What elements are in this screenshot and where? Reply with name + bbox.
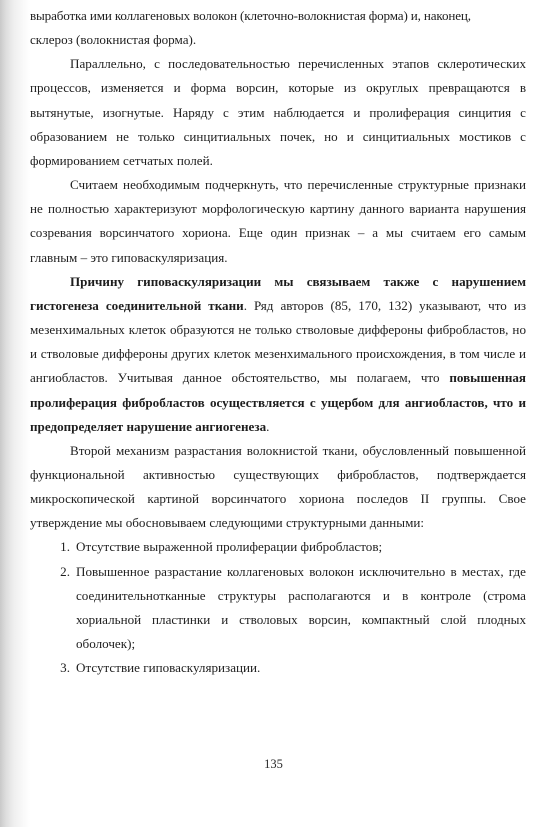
paragraph-3-text-2: .	[266, 418, 270, 434]
list-item-number: 1.	[60, 539, 70, 555]
list-item-text: Отсутствие гиповаскуляризации.	[76, 660, 261, 676]
document-page	[30, 4, 526, 680]
paragraph-2: Считаем необходимым подчеркнуть, что перечисленные структурные признаки не полностью характеризуют морфологическую картину данного варианта нарушения созревания ворсинчатого хориона. Еще один признак – а мы считаем его самым главным – это гиповаскуляризация.	[30, 177, 526, 265]
text-line-top-2: склероз (волокнистая форма).	[30, 32, 197, 48]
page-number: 135	[264, 757, 283, 771]
list-item-number: 3.	[60, 660, 70, 676]
paragraph-3	[30, 270, 526, 439]
paragraph-3-bold-2: повышенная пролиферация фибробластов осуществляется с ущербом для ангиобластов, что и предопределяет нарушение ангиогенеза	[30, 370, 526, 434]
list-item-number: 2.	[60, 563, 70, 579]
paragraph-3-text-1: . Ряд авторов (85, 170, 132) указывают, что из мезенхимальных клеток образуются не только стволовые диффероны фибробластов, но и стволовые диффероны других клеток мезенхимального происхождения, в том числе и ангиобластов. Учитывая данное обстоятельство, мы полагаем, что	[30, 297, 526, 386]
list-item	[30, 560, 526, 657]
list-item	[30, 535, 526, 559]
list-item	[30, 656, 526, 680]
list-item-text: Повышенное разрастание коллагеновых волокон исключительно в местах, где соединительнотканные структуры располагаются и в контроле (строма хориальной пластинки и стволовых ворсин, компактный слой плодных оболочек);	[76, 563, 526, 652]
paragraph-1: Параллельно, с последовательностью перечисленных этапов склеротических процессов, изменяется и форма ворсин, которые из округлых превращаются в вытянутые, изогнутые. Наряду с этим наблюдается и пролиферация синцития с образованием не только синцитиальных почек, но и синцитиальных мостиков с формированием сетчатых полей.	[30, 56, 526, 168]
text-line-top-1: выработка ими коллагеновых волокон (клеточно-волокнистая форма) и, наконец,	[30, 8, 471, 23]
paragraph-3-bold-1: Причину гиповаскуляризации мы связываем также с нарушением гистогенеза соединительной ткани	[30, 273, 526, 313]
scan-shadow	[0, 0, 30, 827]
paragraph-4: Второй механизм разрастания волокнистой ткани, обусловленный повышенной функциональной активностью существующих фибробластов, подтверждается микроскопической картиной ворсинчатого хориона последов II группы. Свое утверждение мы обосновываем следующими структурными данными:	[30, 442, 526, 531]
numbered-list	[30, 535, 526, 680]
list-item-text: Отсутствие выраженной пролиферации фибробластов;	[76, 539, 383, 555]
